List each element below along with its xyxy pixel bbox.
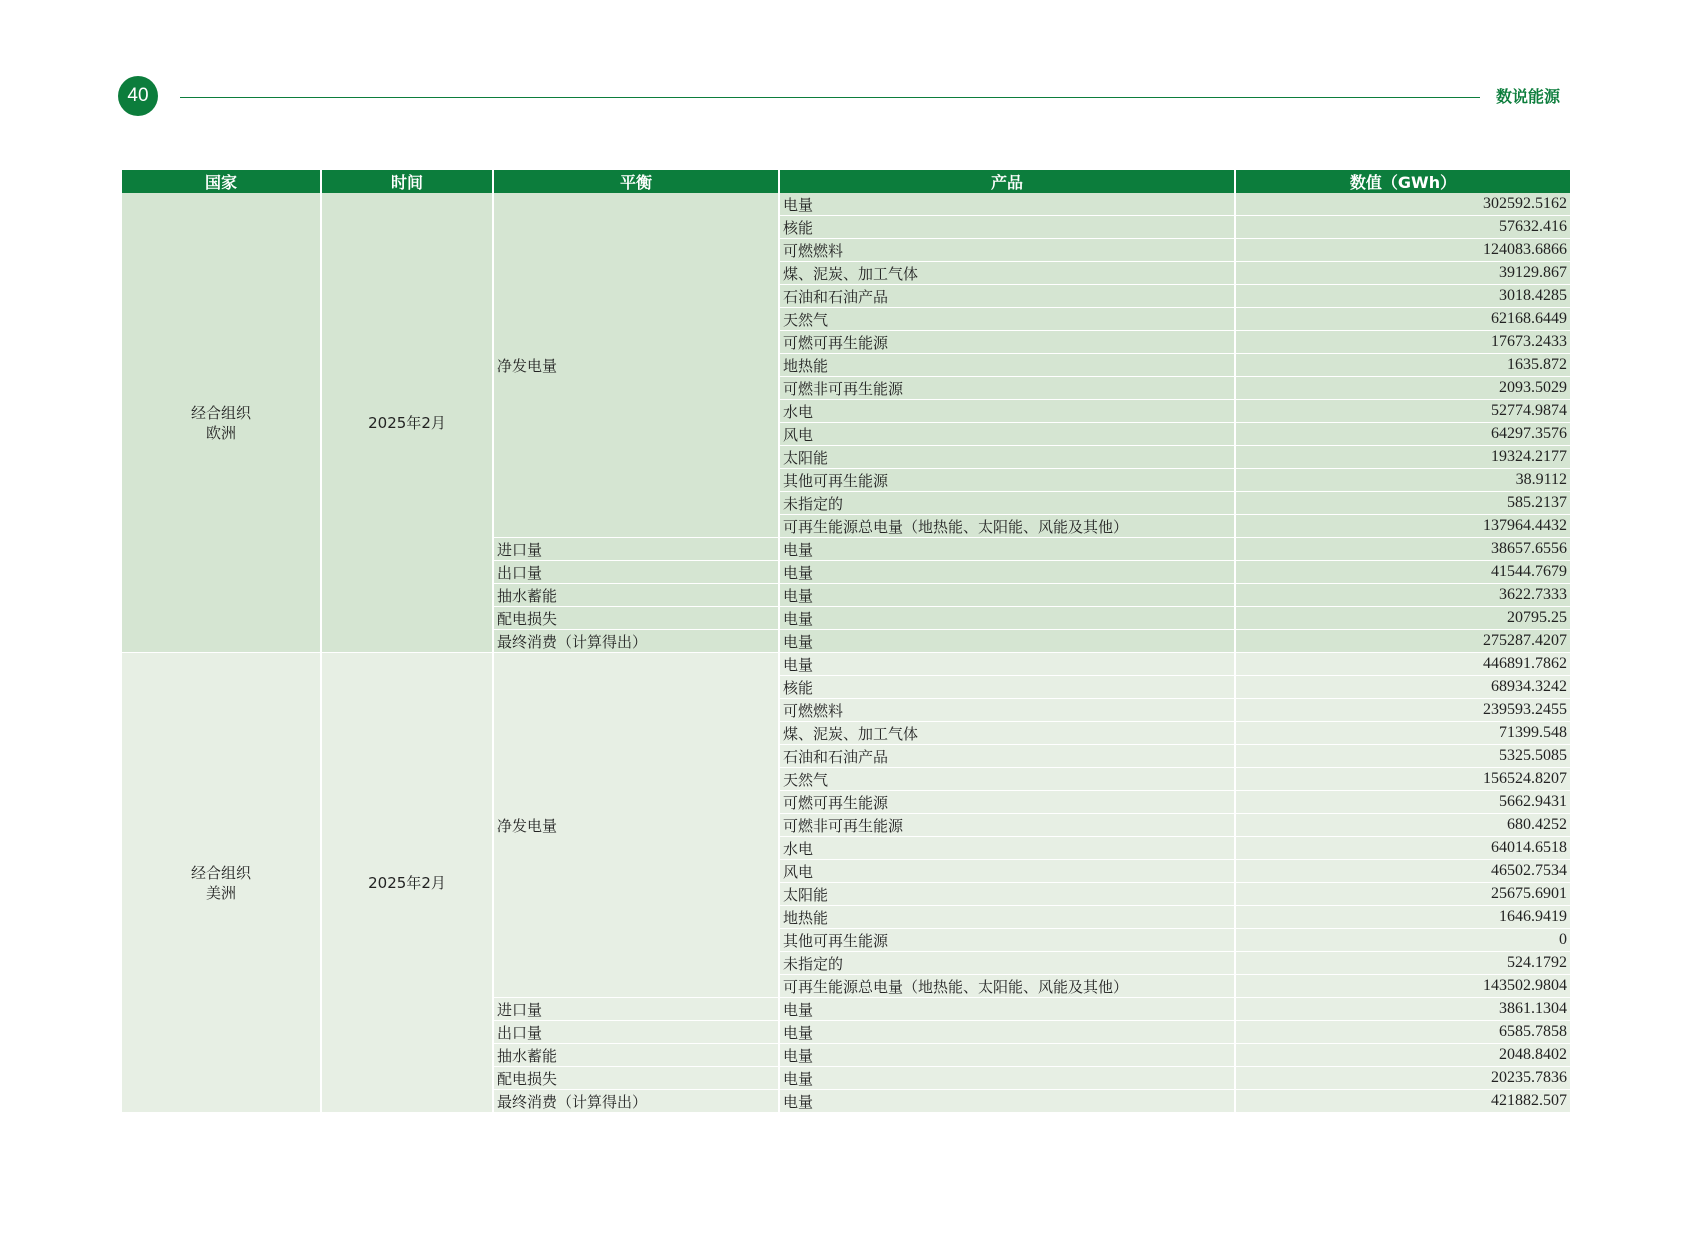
product-cell: 石油和石油产品 [780, 285, 1234, 308]
section-title: 数说能源 [1496, 87, 1561, 106]
header-balance: 平衡 [494, 170, 778, 193]
balance-cell: 进口量 [494, 538, 778, 561]
product-cell: 风电 [780, 423, 1234, 446]
value-cell: 5325.5085 [1236, 745, 1570, 768]
product-cell: 未指定的 [780, 492, 1234, 515]
value-cell: 41544.7679 [1236, 561, 1570, 584]
table-row [122, 193, 1570, 216]
header-value: 数值（GWh） [1236, 170, 1570, 193]
value-cell: 275287.4207 [1236, 630, 1570, 653]
product-cell: 水电 [780, 837, 1234, 860]
product-cell: 其他可再生能源 [780, 469, 1234, 492]
product-cell: 电量 [780, 538, 1234, 561]
product-cell: 天然气 [780, 308, 1234, 331]
header-time: 时间 [322, 170, 492, 193]
country-cell [122, 653, 320, 1113]
value-cell: 5662.9431 [1236, 791, 1570, 814]
value-cell: 68934.3242 [1236, 676, 1570, 699]
value-cell: 585.2137 [1236, 492, 1570, 515]
balance-cell: 抽水蓄能 [494, 584, 778, 607]
product-cell: 煤、泥炭、加工气体 [780, 262, 1234, 285]
balance-cell: 进口量 [494, 998, 778, 1021]
balance-cell: 配电损失 [494, 1067, 778, 1090]
value-cell: 3622.7333 [1236, 584, 1570, 607]
table-header-row [122, 170, 1570, 193]
value-cell: 2093.5029 [1236, 377, 1570, 400]
product-cell: 太阳能 [780, 446, 1234, 469]
value-cell: 239593.2455 [1236, 699, 1570, 722]
value-cell: 3861.1304 [1236, 998, 1570, 1021]
header-country: 国家 [122, 170, 320, 193]
value-cell: 64014.6518 [1236, 837, 1570, 860]
balance-cell: 出口量 [494, 561, 778, 584]
value-cell: 302592.5162 [1236, 193, 1570, 216]
value-cell: 446891.7862 [1236, 653, 1570, 676]
product-cell: 风电 [780, 860, 1234, 883]
value-cell: 6585.7858 [1236, 1021, 1570, 1044]
country-name-line1: 经合组织 [190, 863, 251, 882]
product-cell: 可燃可再生能源 [780, 791, 1234, 814]
value-cell: 38.9112 [1236, 469, 1570, 492]
value-cell: 57632.416 [1236, 216, 1570, 239]
product-cell: 电量 [780, 1044, 1234, 1067]
product-cell: 可燃可再生能源 [780, 331, 1234, 354]
country-name-line2: 美洲 [205, 883, 236, 902]
value-cell: 680.4252 [1236, 814, 1570, 837]
product-cell: 其他可再生能源 [780, 929, 1234, 952]
product-cell: 可燃燃料 [780, 239, 1234, 262]
balance-cell: 净发电量 [494, 193, 778, 538]
value-cell: 62168.6449 [1236, 308, 1570, 331]
value-cell: 1646.9419 [1236, 906, 1570, 929]
value-cell: 71399.548 [1236, 722, 1570, 745]
product-cell: 太阳能 [780, 883, 1234, 906]
value-cell: 46502.7534 [1236, 860, 1570, 883]
value-cell: 17673.2433 [1236, 331, 1570, 354]
product-cell: 电量 [780, 584, 1234, 607]
value-cell: 20235.7836 [1236, 1067, 1570, 1090]
product-cell: 电量 [780, 630, 1234, 653]
product-cell: 电量 [780, 561, 1234, 584]
balance-cell: 出口量 [494, 1021, 778, 1044]
value-cell: 2048.8402 [1236, 1044, 1570, 1067]
product-cell: 电量 [780, 193, 1234, 216]
product-cell: 水电 [780, 400, 1234, 423]
product-cell: 电量 [780, 1021, 1234, 1044]
product-cell: 核能 [780, 216, 1234, 239]
value-cell: 124083.6866 [1236, 239, 1570, 262]
product-cell: 未指定的 [780, 952, 1234, 975]
value-cell: 19324.2177 [1236, 446, 1570, 469]
value-cell: 0 [1236, 929, 1570, 952]
value-cell: 38657.6556 [1236, 538, 1570, 561]
header-product: 产品 [780, 170, 1234, 193]
value-cell: 524.1792 [1236, 952, 1570, 975]
product-cell: 可再生能源总电量（地热能、太阳能、风能及其他） [780, 515, 1234, 538]
balance-cell: 最终消费（计算得出） [494, 630, 778, 653]
product-cell: 煤、泥炭、加工气体 [780, 722, 1234, 745]
value-cell: 39129.867 [1236, 262, 1570, 285]
time-cell: 2025年2月 [322, 653, 492, 1113]
product-cell: 电量 [780, 607, 1234, 630]
product-cell: 电量 [780, 1090, 1234, 1113]
product-cell: 可燃非可再生能源 [780, 377, 1234, 400]
value-cell: 143502.9804 [1236, 975, 1570, 998]
balance-cell: 抽水蓄能 [494, 1044, 778, 1067]
header-divider [180, 97, 1480, 98]
product-cell: 地热能 [780, 354, 1234, 377]
balance-cell: 净发电量 [494, 653, 778, 998]
product-cell: 地热能 [780, 906, 1234, 929]
value-cell: 64297.3576 [1236, 423, 1570, 446]
product-cell: 可燃燃料 [780, 699, 1234, 722]
product-cell: 电量 [780, 1067, 1234, 1090]
country-name-line2: 欧洲 [205, 423, 236, 442]
product-cell: 电量 [780, 653, 1234, 676]
country-name-line1: 经合组织 [190, 403, 251, 422]
product-cell: 可再生能源总电量（地热能、太阳能、风能及其他） [780, 975, 1234, 998]
product-cell: 可燃非可再生能源 [780, 814, 1234, 837]
time-cell: 2025年2月 [322, 193, 492, 653]
product-cell: 电量 [780, 998, 1234, 1021]
value-cell: 3018.4285 [1236, 285, 1570, 308]
table-row [122, 653, 1570, 676]
value-cell: 421882.507 [1236, 1090, 1570, 1113]
product-cell: 核能 [780, 676, 1234, 699]
value-cell: 1635.872 [1236, 354, 1570, 377]
value-cell: 156524.8207 [1236, 768, 1570, 791]
value-cell: 137964.4432 [1236, 515, 1570, 538]
balance-cell: 最终消费（计算得出） [494, 1090, 778, 1113]
energy-data-table [120, 170, 1572, 1113]
value-cell: 52774.9874 [1236, 400, 1570, 423]
product-cell: 石油和石油产品 [780, 745, 1234, 768]
country-cell [122, 193, 320, 653]
value-cell: 25675.6901 [1236, 883, 1570, 906]
table-body [122, 193, 1570, 1113]
product-cell: 天然气 [780, 768, 1234, 791]
value-cell: 20795.25 [1236, 607, 1570, 630]
balance-cell: 配电损失 [494, 607, 778, 630]
page-number-badge: 40 [118, 76, 158, 116]
